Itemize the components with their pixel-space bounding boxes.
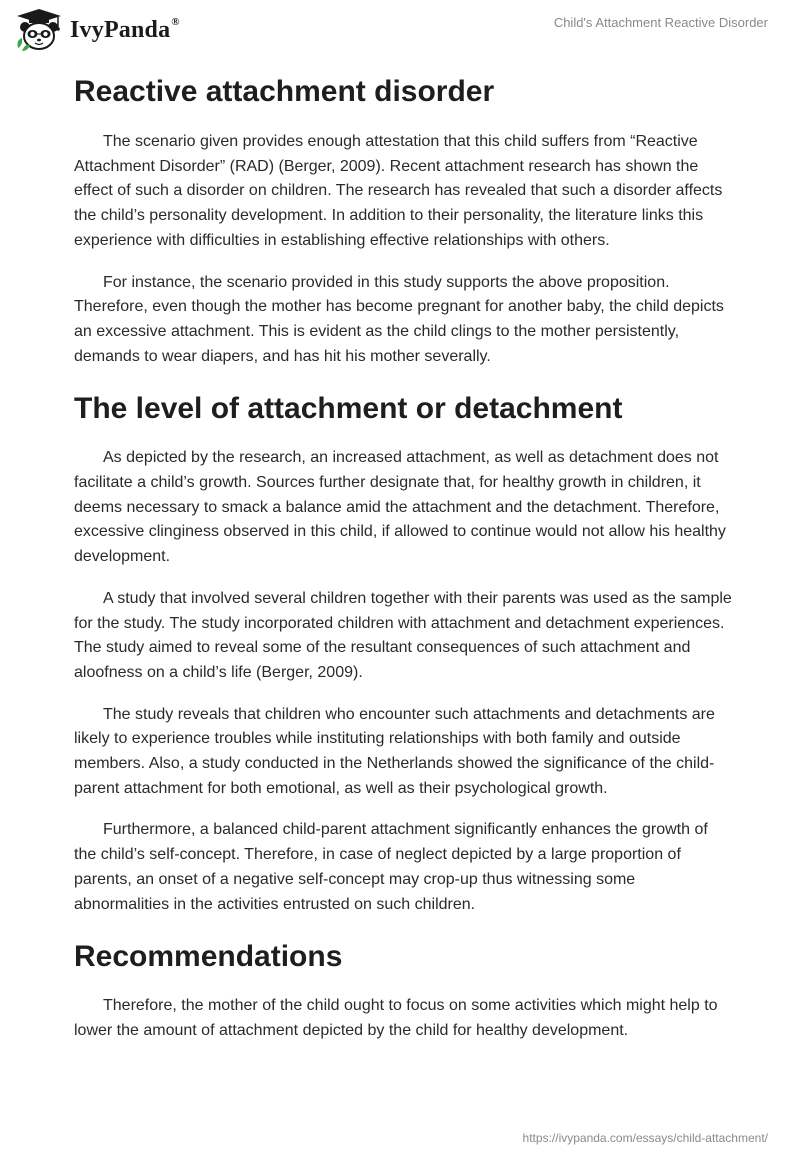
registered-mark: ® [171,16,180,28]
paragraph: For instance, the scenario provided in this study supports the above proposition. Therefore, even though the mother has become pregnant for another baby, the child depicts an excessive attachment. This is evident as the child clings to the mother persistently, demands to wear diapers, and has hit his mother severally. [74,273,724,365]
paragraph: As depicted by the research, an increased attachment, as well as detachment does not facilitate a child’s growth. Sources further designate that, for healthy growth in children, it deems necessary to smack a balance amid the attachment and the detachment. Therefore, excessive clinginess observed in this child, if allowed to continue would not allow his healthy development. [74,449,726,566]
page-header [0,0,800,60]
paragraph: A study that involved several children together with their parents was used as the sample for the study. The study incorporated children with attachment and detachment experiences. The study aimed to reveal some of the resultant consequences of such attachment and aloofness on a child’s life (Berger, 2009). [74,589,732,681]
paragraph: The scenario given provides enough attestation that this child suffers from “Reactive Attachment Disorder” (RAD) (Berger, 2009). Recent attachment research has shown the effect of such a disorder on children. The research has revealed that such a disorder affects the child’s personality development. In addition to their personality, the literature links this experience with difficulties in establishing effective relationships with others. [74,133,723,249]
article-body [74,70,734,1044]
paragraph: Therefore, the mother of the child ought to focus on some activities which might help to lower the amount of attachment depicted by the child for healthy development. [74,997,718,1039]
source-url-link[interactable]: https://ivypanda.com/essays/child-attachment/ [522,1131,768,1145]
brand-name: IvyPanda® [70,16,180,43]
document-title: Child's Attachment Reactive Disorder [553,15,768,30]
ivypanda-logo[interactable] [14,8,180,52]
section-heading-reactive-attachment: Reactive attachment disorder [74,75,495,108]
paragraph: Furthermore, a balanced child-parent attachment significantly enhances the growth of the child’s self-concept. Therefore, in case of neglect depicted by a large proportion of parents, an onset of a negative self-concept may crop-up thus witnessing some abnormalities in the activities entrusted on such children. [74,821,708,913]
paragraph: The study reveals that children who encounter such attachments and detachments are likely to experience troubles while instituting relationships with both family and outside members. Also, a study conducted in the Netherlands showed the significance of the child-parent attachment for both emotional, as well as their psychological growth. [74,705,715,797]
section-heading-level-of-attachment: The level of attachment or detachment [74,392,623,426]
section-heading-recommendations: Recommendations [74,940,343,974]
panda-mascot-icon [14,8,64,52]
